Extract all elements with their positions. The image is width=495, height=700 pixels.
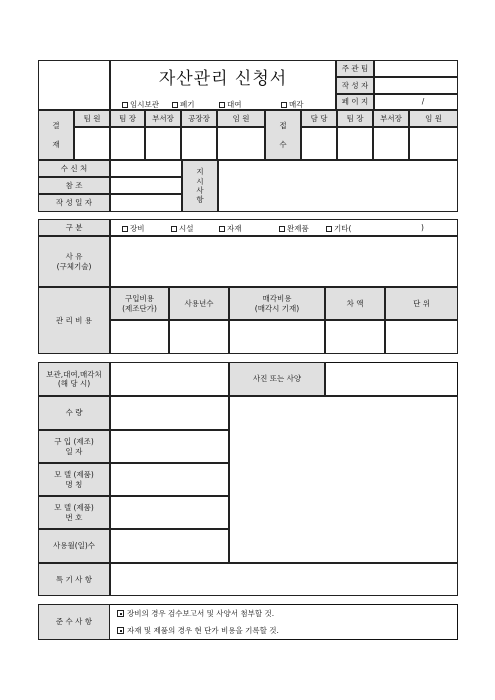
label-category: 구 분 bbox=[38, 219, 110, 236]
value-sale-cost[interactable] bbox=[229, 320, 325, 354]
value-location[interactable] bbox=[110, 362, 229, 396]
receipt-label: 접 수 bbox=[265, 110, 301, 160]
head-sale-cost: 매각비용 (매각시 기재) bbox=[229, 287, 325, 320]
value-quantity[interactable] bbox=[110, 396, 229, 430]
bullet-square-icon bbox=[117, 627, 124, 634]
photo-header-blank bbox=[325, 362, 458, 396]
other-close-paren: ) bbox=[421, 223, 424, 232]
approval-head-team-leader: 팀 장 bbox=[110, 110, 145, 127]
sign-plant-manager[interactable] bbox=[181, 127, 217, 160]
receipt-sign-dept-head[interactable] bbox=[373, 127, 409, 160]
label-instruction: 지 시 사 항 bbox=[182, 160, 218, 212]
head-years-used: 사용년수 bbox=[169, 287, 229, 320]
value-purchase-date[interactable] bbox=[110, 430, 229, 463]
value-model-number[interactable] bbox=[110, 496, 229, 529]
check-rental[interactable]: 대여 bbox=[219, 99, 242, 110]
head-unit: 단 위 bbox=[385, 287, 458, 320]
bullet-square-icon bbox=[117, 610, 124, 617]
receipt-head-executive: 임 원 bbox=[409, 110, 458, 127]
checkbox-icon bbox=[326, 226, 332, 232]
value-usage-months[interactable] bbox=[110, 529, 229, 563]
value-page[interactable] bbox=[374, 94, 458, 110]
receipt-sign-person[interactable] bbox=[301, 127, 337, 160]
checkbox-icon bbox=[219, 226, 225, 232]
approval-label: 결 재 bbox=[38, 110, 74, 160]
sign-team-leader[interactable] bbox=[110, 127, 145, 160]
value-recipient[interactable] bbox=[110, 160, 182, 177]
sign-executive[interactable] bbox=[217, 127, 265, 160]
checkbox-icon bbox=[281, 102, 287, 108]
label-model-name: 모 델 (제품) 명 칭 bbox=[38, 463, 110, 496]
check-disposal[interactable]: 폐기 bbox=[172, 99, 195, 110]
checkbox-icon bbox=[122, 226, 128, 232]
check-sale[interactable]: 매각 bbox=[281, 99, 304, 110]
check-facility[interactable]: 시설 bbox=[171, 223, 194, 234]
check-temp-storage[interactable]: 임시보관 bbox=[122, 99, 159, 110]
approval-head-plant-manager: 공장장 bbox=[181, 110, 217, 127]
value-model-name[interactable] bbox=[110, 463, 229, 496]
check-other[interactable]: 기타( bbox=[326, 223, 351, 234]
sign-dept-head[interactable] bbox=[145, 127, 181, 160]
checkbox-icon bbox=[122, 102, 128, 108]
receipt-sign-executive[interactable] bbox=[409, 127, 458, 160]
title-cell bbox=[38, 60, 110, 110]
photo-area[interactable] bbox=[229, 396, 458, 563]
value-difference[interactable] bbox=[325, 320, 385, 354]
label-quantity: 수 량 bbox=[38, 396, 110, 430]
label-special-notes: 특 기 사 항 bbox=[38, 563, 110, 596]
receipt-head-team-leader: 팀 장 bbox=[337, 110, 373, 127]
check-equipment[interactable]: 장비 bbox=[122, 223, 145, 234]
head-purchase-cost: 구입비용 (제조단가) bbox=[110, 287, 169, 320]
receipt-sign-team-leader[interactable] bbox=[337, 127, 373, 160]
label-recipient: 수 신 처 bbox=[38, 160, 110, 177]
check-finished-goods[interactable]: 완제품 bbox=[279, 223, 309, 234]
label-reference: 참 조 bbox=[38, 177, 110, 194]
approval-head-member: 팀 원 bbox=[74, 110, 110, 127]
label-page: 페 이 지 bbox=[336, 94, 374, 110]
checkbox-icon bbox=[171, 226, 177, 232]
approval-head-dept-head: 부서장 bbox=[145, 110, 181, 127]
label-location: 보관,대여,매각처 (해 당 시) bbox=[38, 362, 110, 396]
value-instruction[interactable] bbox=[218, 160, 458, 212]
value-date[interactable] bbox=[110, 194, 182, 212]
compliance-item-1: 장비의 경우 검수보고서 및 사양서 첨부할 것. bbox=[117, 608, 274, 619]
label-department: 주 관 팀 bbox=[336, 60, 374, 77]
value-reference[interactable] bbox=[110, 177, 182, 194]
label-compliance: 준 수 사 항 bbox=[38, 604, 110, 640]
value-unit[interactable] bbox=[385, 320, 458, 354]
head-difference: 차 액 bbox=[325, 287, 385, 320]
sign-member[interactable] bbox=[74, 127, 110, 160]
value-reason[interactable] bbox=[110, 236, 458, 287]
value-author[interactable] bbox=[374, 77, 458, 94]
label-management-cost: 관 리 비 용 bbox=[38, 287, 110, 354]
value-department[interactable] bbox=[374, 60, 458, 77]
label-model-number: 모 델 (제품) 번 호 bbox=[38, 496, 110, 529]
label-date: 작 성 일 자 bbox=[38, 194, 110, 212]
checkbox-icon bbox=[279, 226, 285, 232]
label-usage-months: 사용월(일)수 bbox=[38, 529, 110, 563]
value-special-notes[interactable] bbox=[110, 563, 458, 596]
page-title: 자산관리 신청서 bbox=[158, 69, 288, 89]
approval-head-executive: 임 원 bbox=[217, 110, 265, 127]
checkbox-icon bbox=[219, 102, 225, 108]
label-photo: 사진 또는 사양 bbox=[229, 362, 325, 396]
label-purchase-date: 구 입 (제조) 일 자 bbox=[38, 430, 110, 463]
compliance-item-2: 자재 및 제품의 경우 현 단가 비용을 기록할 것. bbox=[117, 625, 279, 636]
value-purchase-cost[interactable] bbox=[110, 320, 169, 354]
receipt-head-dept-head: 부서장 bbox=[373, 110, 409, 127]
receipt-head-person: 담 당 bbox=[301, 110, 337, 127]
checkbox-icon bbox=[172, 102, 178, 108]
check-material[interactable]: 자재 bbox=[219, 223, 242, 234]
label-author: 작 성 자 bbox=[336, 77, 374, 94]
label-reason: 사 유 (구체기술) bbox=[38, 236, 110, 287]
value-years-used[interactable] bbox=[169, 320, 229, 354]
page-separator: / bbox=[421, 97, 425, 107]
